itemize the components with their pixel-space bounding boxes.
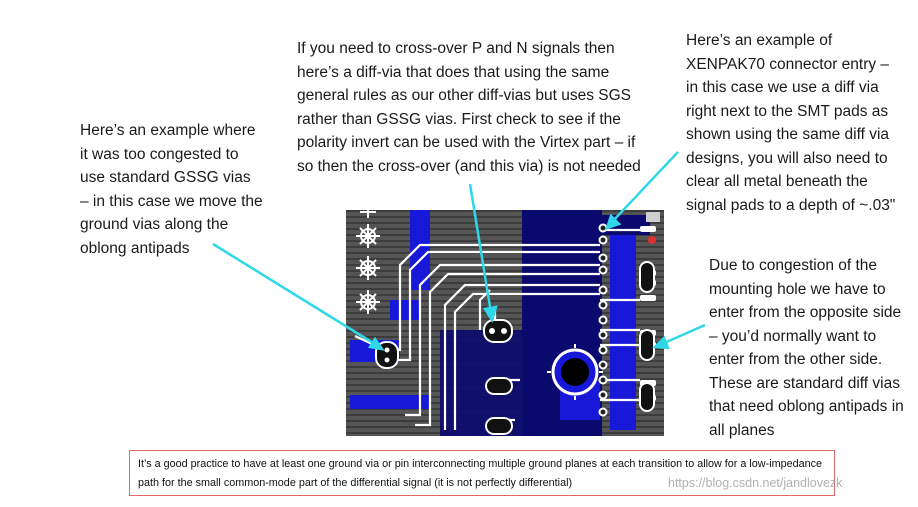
watermark: https://blog.csdn.net/jandlovezk <box>668 476 843 490</box>
via <box>600 225 607 232</box>
via <box>600 362 607 369</box>
smt-pad <box>640 295 656 301</box>
via <box>600 302 607 309</box>
corner-pad <box>646 212 660 222</box>
oblong-via <box>640 330 654 360</box>
diff-via-lower-1 <box>486 378 512 394</box>
via <box>600 267 607 274</box>
annotation-crossover-via: If you need to cross-over P and N signals then here’s a diff-via that does that using the same general rules as our other diff-vias but uses SGS rather than GSSG vias. First check to see if the polarity invert can be used with the Virtex part – if so then the cross-over (and this via) is not needed <box>297 40 641 175</box>
via <box>600 255 607 262</box>
blue-pad-column <box>610 215 636 430</box>
annotation-xenpak-entry: Here’s an example of XENPAK70 connector entry – in this case we use a diff via right next to the SMT pads as shown using the same diff via designs, you will also need to clear all metal beneath the signal pads to a depth of ~.03" <box>686 32 896 214</box>
sgs-crossover-via <box>484 320 512 342</box>
via <box>600 237 607 244</box>
oblong-diff-vias-right <box>640 262 654 411</box>
via <box>600 287 607 294</box>
via <box>600 317 607 324</box>
marker-dot <box>648 236 656 244</box>
via <box>600 332 607 339</box>
smt-pad <box>640 226 656 232</box>
via <box>600 377 607 384</box>
blue-strip-left <box>390 300 420 320</box>
via <box>600 347 607 354</box>
annotation-congested-gssg: Here’s an example where it was too congested to use standard GSSG vias – in this case we move the ground vias along the oblong antipads <box>80 122 263 257</box>
oblong-via <box>640 262 654 292</box>
blue-trace-block-2 <box>350 395 430 409</box>
oblong-via <box>640 383 654 411</box>
footer-note-text: It’s a good practice to have at least one ground via or pin interconnecting multiple ground planes at each transition to allow for a low-impedance path for the small common-mode part of the differential signal (it is not perfectly differential) <box>138 458 823 489</box>
diff-via-lower-2 <box>486 418 512 434</box>
callout-arrow-right <box>662 325 705 344</box>
via <box>600 409 607 416</box>
annotation-mounting-hole: Due to congestion of the mounting hole we have to enter from the opposite side – you’d normally want to enter from the other side. These are standard diff vias that need oblong antipads in all planes <box>709 257 904 439</box>
plane-region-mid <box>440 330 530 436</box>
via <box>600 392 607 399</box>
